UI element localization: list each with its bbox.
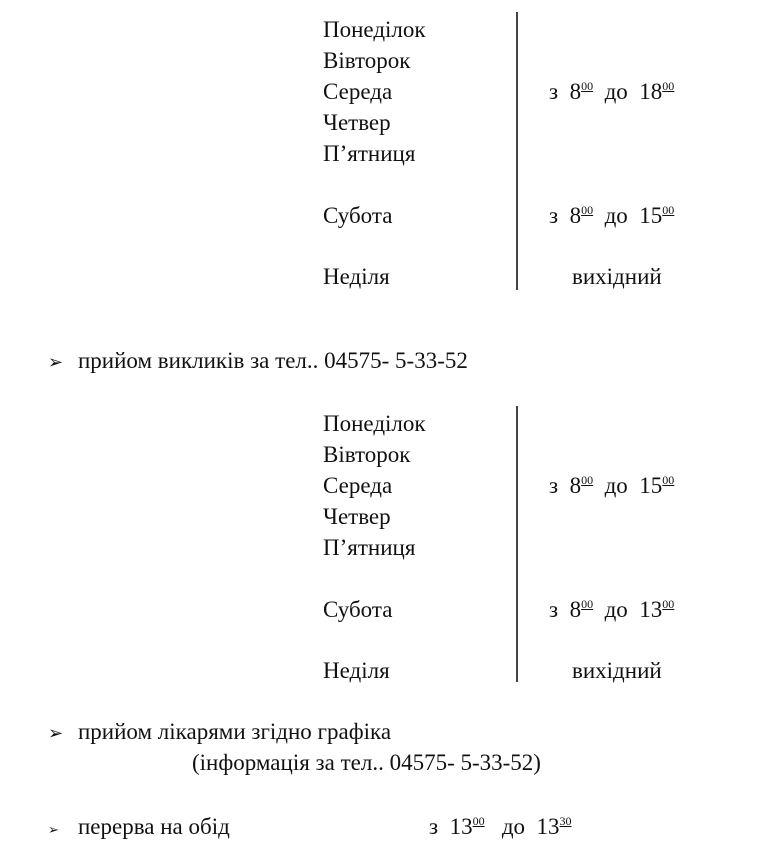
- to-label: до: [604, 597, 628, 622]
- arrow-bullet-icon: ➢: [48, 822, 59, 837]
- lunch-item: [48, 815, 230, 838]
- from-hour: 8: [569, 79, 582, 104]
- day-wednesday: Середа: [323, 79, 393, 104]
- from-label: з: [549, 597, 559, 622]
- from-minutes: 00: [581, 203, 594, 217]
- to-minutes: 00: [662, 203, 675, 217]
- saturday-hours: [549, 598, 674, 621]
- day-thursday: Четвер: [323, 504, 391, 529]
- arrow-bullet-icon: ➢: [48, 352, 64, 372]
- to-hour: 15: [639, 473, 663, 498]
- calls-item: [48, 349, 468, 372]
- to-label: до: [604, 473, 628, 498]
- from-hour: 8: [569, 203, 582, 228]
- doctors-item: [48, 720, 391, 743]
- column-divider: [516, 12, 518, 290]
- day-saturday: Субота: [323, 597, 393, 622]
- to-minutes: 30: [559, 814, 572, 828]
- to-minutes: 00: [662, 79, 675, 93]
- doctors-text: прийом лікарями згідно графіка: [78, 719, 392, 744]
- to-label: до: [501, 814, 526, 839]
- from-minutes: 00: [472, 814, 485, 828]
- from-label: з: [549, 473, 559, 498]
- to-minutes: 00: [662, 473, 675, 487]
- day-tuesday: Вівторок: [323, 442, 411, 467]
- calls-text: прийом викликів за тел.. 04575- 5-33-52: [78, 348, 468, 373]
- from-minutes: 00: [581, 79, 594, 93]
- to-hour: 13: [639, 597, 663, 622]
- to-hour: 18: [639, 79, 663, 104]
- lunch-text: перерва на обід: [78, 814, 230, 839]
- day-friday: П’ятниця: [323, 535, 416, 560]
- from-minutes: 00: [581, 473, 594, 487]
- column-divider: [516, 406, 518, 682]
- weekdays-hours: [549, 474, 674, 497]
- from-minutes: 00: [581, 597, 594, 611]
- from-label: з: [549, 203, 559, 228]
- to-label: до: [604, 203, 628, 228]
- from-hour: 8: [569, 597, 582, 622]
- to-label: до: [604, 79, 628, 104]
- day-sunday: Неділя: [323, 264, 390, 289]
- day-thursday: Четвер: [323, 110, 391, 135]
- saturday-hours: [549, 204, 674, 227]
- doctors-info: (інформація за тел.. 04575- 5-33-52): [192, 750, 541, 775]
- day-friday: П’ятниця: [323, 141, 416, 166]
- day-monday: Понеділок: [323, 17, 426, 42]
- from-hour: 13: [449, 814, 473, 839]
- from-label: з: [549, 79, 559, 104]
- day-monday: Понеділок: [323, 411, 426, 436]
- sunday-status: вихідний: [572, 658, 662, 683]
- day-saturday: Субота: [323, 203, 393, 228]
- day-tuesday: Вівторок: [323, 48, 411, 73]
- from-label: з: [429, 814, 439, 839]
- arrow-bullet-icon: ➢: [48, 723, 64, 743]
- sunday-status: вихідний: [572, 264, 662, 289]
- day-wednesday: Середа: [323, 473, 393, 498]
- to-hour: 13: [536, 814, 560, 839]
- lunch-hours: [429, 815, 572, 838]
- day-sunday: Неділя: [323, 658, 390, 683]
- to-minutes: 00: [662, 597, 675, 611]
- from-hour: 8: [569, 473, 582, 498]
- to-hour: 15: [639, 203, 663, 228]
- weekdays-hours: [549, 80, 674, 103]
